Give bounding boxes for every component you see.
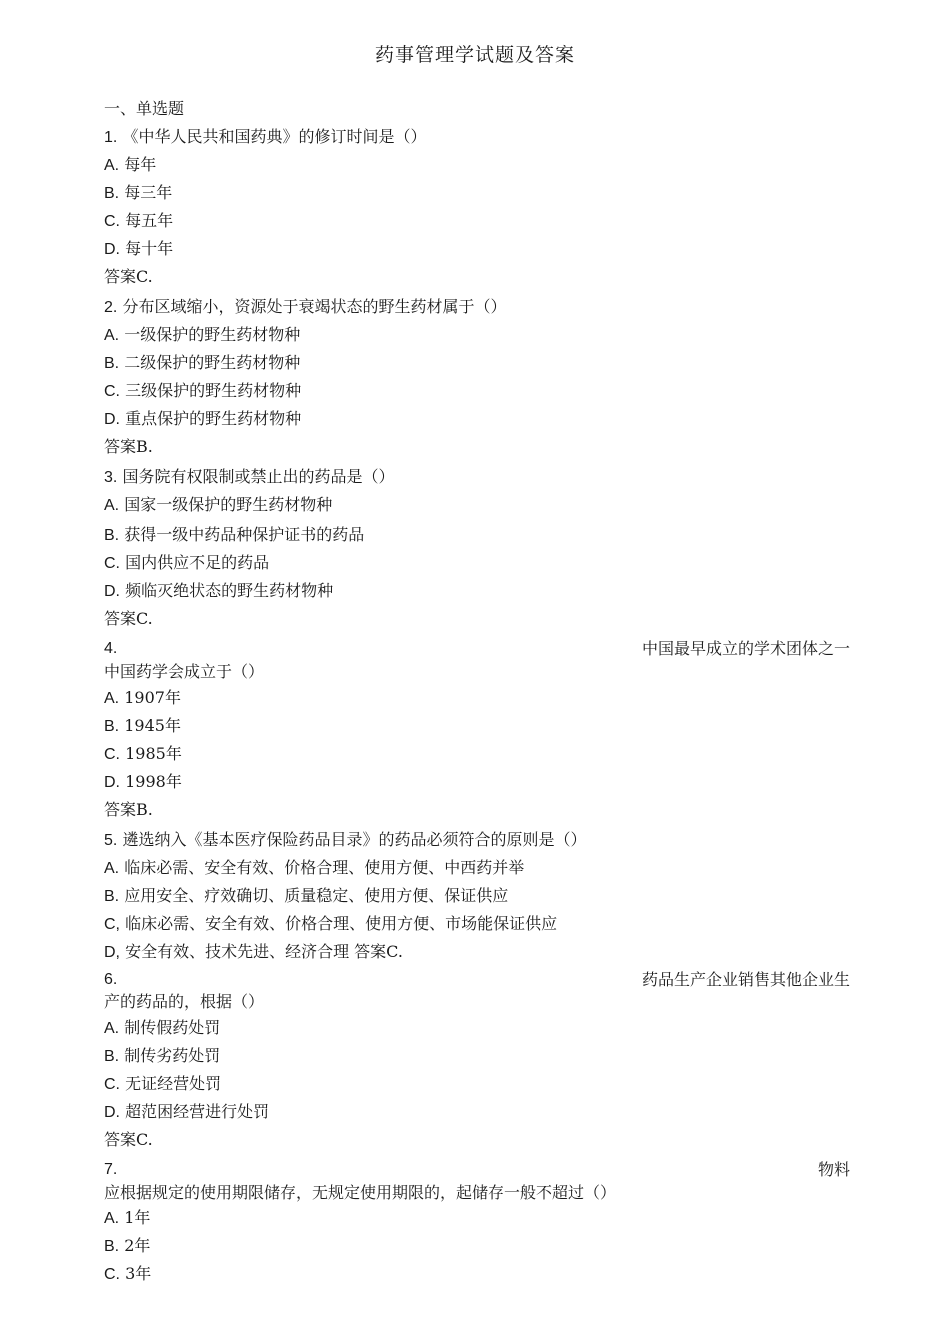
question-text: 《中华人民共和国药典》的修订时间是（） [122, 127, 427, 146]
option [104, 210, 850, 233]
option-letter: B. [104, 888, 120, 905]
option [104, 885, 850, 908]
option-letter: B. [104, 527, 120, 544]
option-text: 重点保护的野生药材物种 [125, 409, 302, 428]
option [104, 524, 850, 547]
question-number: 1. [104, 129, 118, 146]
question-stem [104, 296, 850, 319]
question-stem [104, 1159, 850, 1181]
option [104, 1101, 850, 1124]
option-text: 无证经营处罚 [125, 1074, 222, 1093]
option-letter: B. [104, 185, 120, 202]
question-text: 药品生产企业销售其他企业生 [641, 970, 850, 989]
option-letter: C. [104, 1076, 120, 1093]
question-text: 分布区域缩小，资源处于衰竭状态的野生药材属于（） [122, 297, 507, 316]
option-letter: C. [104, 383, 120, 400]
option-letter: B. [104, 718, 120, 735]
option [104, 715, 850, 738]
question-number: 5. [104, 832, 118, 849]
option [104, 552, 850, 575]
option-text: 3年 [125, 1264, 152, 1283]
option-text: 每三年 [124, 183, 173, 202]
option [104, 494, 850, 517]
question-number: 4. [104, 640, 118, 657]
question-stem [104, 638, 850, 660]
option [104, 1073, 850, 1096]
option [104, 380, 850, 403]
option-letter: C. [104, 555, 120, 572]
question-stem [104, 466, 850, 489]
answer: 答案C. [104, 609, 153, 628]
option [104, 857, 850, 880]
question-stem [104, 969, 850, 991]
question-stem [104, 829, 850, 852]
option-letter: C. [104, 746, 120, 763]
option-letter: D. [104, 774, 120, 791]
option-text: 一级保护的野生药材物种 [124, 325, 301, 344]
option [104, 408, 850, 431]
option [104, 941, 850, 964]
question-text: 中国最早成立的学术团体之一 [641, 639, 850, 658]
option-text: 1985年 [125, 744, 182, 763]
option-text: 1945年 [124, 716, 181, 735]
option [104, 1235, 850, 1258]
option [104, 771, 850, 794]
question-number: 6. [104, 971, 118, 988]
option-text: 临床必需、安全有效、价格合理、使用方便、市场能保证供应 [125, 914, 558, 933]
option [104, 182, 850, 205]
option [104, 580, 850, 603]
option [104, 913, 850, 936]
option [104, 352, 850, 375]
question-text: 物料 [817, 1160, 850, 1179]
option-text: 制传假药处罚 [124, 1018, 221, 1037]
answer: 答案C. [104, 1130, 153, 1149]
option-text: 二级保护的野生药材物种 [124, 353, 301, 372]
option [104, 687, 850, 710]
option [104, 324, 850, 347]
option-text: 制传劣药处罚 [124, 1046, 221, 1065]
question-number: 7. [104, 1161, 118, 1178]
option-text: 超范困经营进行处罚 [125, 1102, 270, 1121]
option-letter: B. [104, 355, 120, 372]
option-letter: B. [104, 1238, 120, 1255]
option-letter: B. [104, 1048, 120, 1065]
option-letter: A. [104, 1210, 120, 1227]
answer: 答案C. [104, 267, 153, 286]
option [104, 743, 850, 766]
option-text: 每十年 [125, 239, 174, 258]
question-number: 3. [104, 469, 118, 486]
option [104, 1017, 850, 1040]
answer: 答案B. [104, 437, 153, 456]
option-text: 临床必需、安全有效、价格合理、使用方便、中西药并举 [124, 858, 525, 877]
option-text: 安全有效、技术先进、经济合理 答案C. [125, 942, 403, 961]
option-letter: C. [104, 213, 120, 230]
option-letter: A. [104, 327, 120, 344]
option-text: 频临灭绝状态的野生药材物种 [125, 581, 334, 600]
option [104, 1207, 850, 1230]
option-text: 1年 [124, 1208, 151, 1227]
option-text: 1998年 [125, 772, 182, 791]
question-text: 国务院有权限制或禁止出的药品是（） [122, 467, 395, 486]
option-letter: D, [104, 944, 120, 961]
option-text: 应用安全、疗效确切、质量稳定、使用方便、保证供应 [124, 886, 509, 905]
option-letter: A. [104, 157, 120, 174]
option-text: 国家一级保护的野生药材物种 [124, 495, 333, 514]
option [104, 154, 850, 177]
option-letter: A. [104, 690, 120, 707]
option-letter: D. [104, 583, 120, 600]
answer: 答案B. [104, 800, 153, 819]
option-text: 1907年 [124, 688, 181, 707]
option-text: 每年 [124, 155, 157, 174]
option-text: 每五年 [125, 211, 174, 230]
option [104, 1045, 850, 1068]
question-number: 2. [104, 299, 118, 316]
question-text: 遴选纳入《基本医疗保险药品目录》的药品必须符合的原则是（） [122, 830, 587, 849]
option-letter: C. [104, 1266, 120, 1283]
document-title: 药事管理学试题及答案 [374, 44, 575, 66]
option-text: 三级保护的野生药材物种 [125, 381, 302, 400]
option-letter: A. [104, 860, 120, 877]
question-text-continued: 应根据规定的使用期限储存，无规定使用期限的，起储存一般不超过（） [104, 1183, 617, 1202]
question-text-continued: 中国药学会成立于（） [104, 662, 265, 681]
option [104, 238, 850, 261]
option-letter: A. [104, 497, 120, 514]
option-text: 获得一级中药品种保护证书的药品 [124, 525, 365, 544]
option-letter: D. [104, 411, 120, 428]
option [104, 1263, 850, 1286]
option-letter: D. [104, 1104, 120, 1121]
question-stem [104, 126, 850, 149]
option-text: 2年 [124, 1236, 151, 1255]
option-text: 国内供应不足的药品 [125, 553, 270, 572]
option-letter: C, [104, 916, 120, 933]
option-letter: D. [104, 241, 120, 258]
question-text-continued: 产的药品的，根据（） [104, 992, 265, 1011]
option-letter: A. [104, 1020, 120, 1037]
section-heading: 一、单选题 [104, 99, 185, 118]
